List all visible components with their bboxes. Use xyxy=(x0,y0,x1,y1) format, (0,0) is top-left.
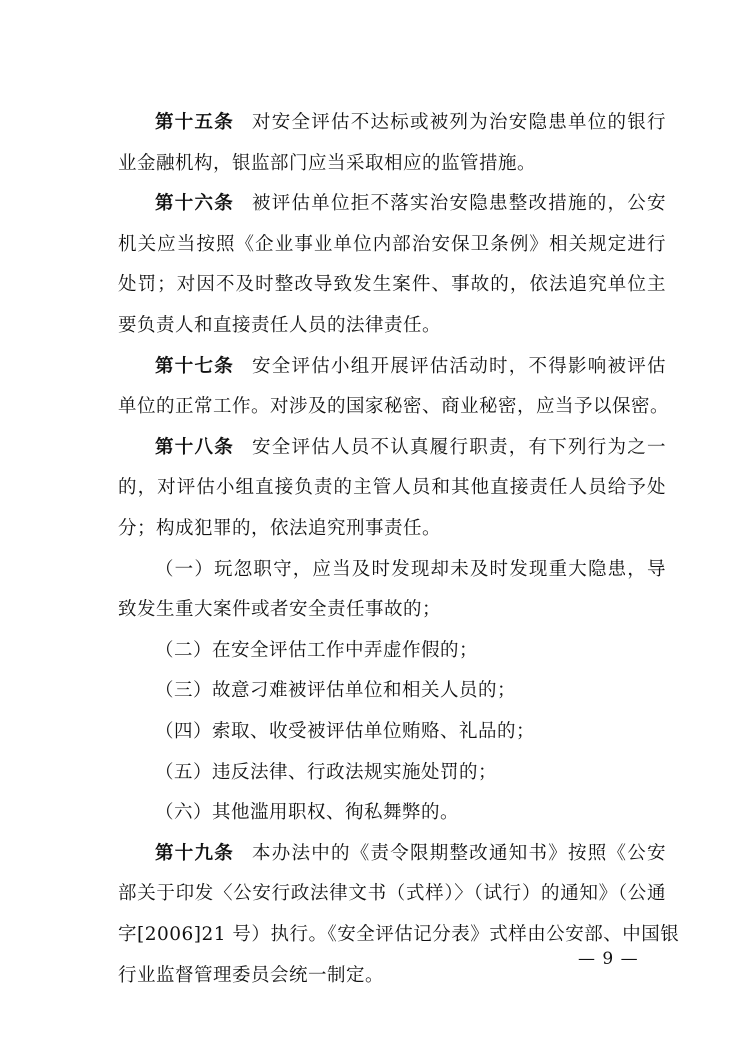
article-16-line-3: 处罚；对因不及时整改导致发生案件、事故的，依法追究单位主 xyxy=(118,274,666,296)
article-16-line-1 xyxy=(155,185,666,222)
item-3: （三）故意刁难被评估单位和相关人员的； xyxy=(155,680,517,702)
article-15-text-1: 对安全评估不达标或被列为治安隐患单位的银行 xyxy=(252,112,666,133)
article-17-heading: 第十七条 xyxy=(155,355,234,377)
article-16-heading: 第十六条 xyxy=(155,193,234,215)
article-15-heading: 第十五条 xyxy=(155,112,234,133)
item-4: （四）索取、收受被评估单位贿赂、礼品的； xyxy=(155,721,536,742)
article-19-line-4: 行业监督管理委员会统一制定。 xyxy=(118,964,385,986)
article-16-line-4: 要负责人和直接责任人员的法律责任。 xyxy=(118,315,442,336)
article-18-line-2: 的，对评估小组直接负责的主管人员和其他直接责任人员给予处 xyxy=(118,477,666,499)
item-2: （二）在安全评估工作中弄虚作假的； xyxy=(155,639,479,661)
article-18-heading: 第十八条 xyxy=(155,436,234,458)
article-18-text-1: 安全评估人员不认真履行职责，有下列行为之一 xyxy=(252,436,666,458)
item-1-line-2: 致发生重大案件或者安全责任事故的； xyxy=(118,599,442,621)
article-17-line-2: 单位的正常工作。对涉及的国家秘密、商业秘密，应当予以保密。 xyxy=(118,396,670,418)
page-number: — 9 — xyxy=(578,949,639,969)
article-19-text-1: 本办法中的《责令限期整改通知书》按照《公安 xyxy=(252,842,666,864)
item-1-line-1: （一）玩忽职守，应当及时发现却未及时发现重大隐患，导 xyxy=(155,558,666,580)
article-19-heading: 第十九条 xyxy=(155,842,234,864)
article-19-line-2: 部关于印发〈公安行政法律文书（式样）〉（试行）的通知》（公通 xyxy=(118,883,666,905)
article-18-line-1 xyxy=(155,429,666,466)
item-6: （六）其他滥用职权、徇私舞弊的。 xyxy=(155,802,460,824)
article-15-line-1 xyxy=(155,104,666,141)
article-17-text-1: 安全评估小组开展评估活动时，不得影响被评估 xyxy=(252,355,666,377)
article-19-line-1 xyxy=(155,835,666,872)
article-18-line-3: 分；构成犯罪的，依法追究刑事责任。 xyxy=(118,518,442,539)
article-15-line-2: 业金融机构，银监部门应当采取相应的监管措施。 xyxy=(118,152,537,174)
article-16-line-2: 机关应当按照《企业事业单位内部治安保卫条例》相关规定进行 xyxy=(118,233,666,255)
article-17-line-1 xyxy=(155,348,666,385)
article-19-line-3: 字[2006]21 号）执行。《安全评估记分表》式样由公安部、中国银 xyxy=(118,924,680,945)
item-5: （五）违反法律、行政法规实施处罚的； xyxy=(155,761,498,783)
article-16-text-1: 被评估单位拒不落实治安隐患整改措施的，公安 xyxy=(252,193,666,215)
